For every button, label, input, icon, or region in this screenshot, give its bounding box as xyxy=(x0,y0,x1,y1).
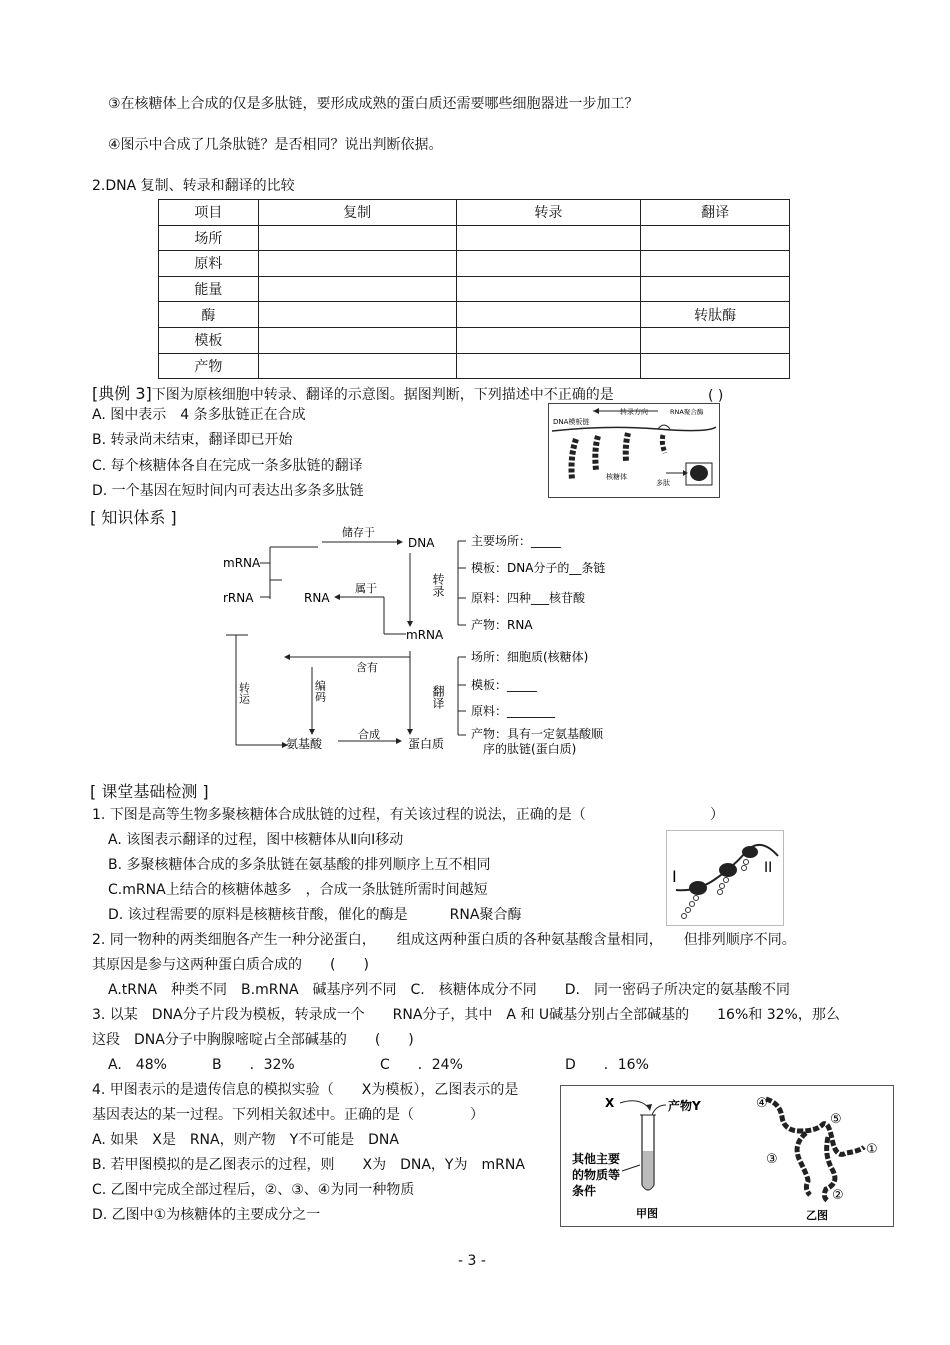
test-q1-option-b: B. 多聚核糖体合成的多条肽链在氨基酸的排列顺序上互不相同 xyxy=(108,857,491,873)
row-label: 场所 xyxy=(159,225,259,251)
fig-a-caption: 甲图 xyxy=(636,1207,658,1220)
test-q3-stem2: 这段 DNA分子中胸腺嘧啶占全部碱基的 ( ) xyxy=(92,1032,414,1048)
test-q1-option-a: A. 该图表示翻译的过程，图中核糖体从Ⅱ向Ⅰ移动 xyxy=(108,832,404,848)
table-cell xyxy=(258,251,456,277)
test-q1-stem: 1. 下图是高等生物多聚核糖体合成肽链的过程，有关该过程的说法，正确的是（ xyxy=(92,807,586,823)
fig-a-y: 产物Y xyxy=(668,1099,701,1113)
translation-product-2: 序的肽链(蛋白质) xyxy=(483,742,577,756)
row-label: 原料 xyxy=(159,251,259,277)
test-q4-option-a: A. 如果 X是 RNA，则产物 Y不可能是 DNA xyxy=(92,1132,399,1148)
fig-b-n3: ③ xyxy=(766,1152,778,1167)
translation-product-1: 产物：具有一定氨基酸顺 xyxy=(471,727,604,741)
node-rna: RNA xyxy=(304,591,330,605)
example3-tag: [典例 3] xyxy=(92,384,152,403)
comparison-table xyxy=(158,199,790,379)
polysome-figure xyxy=(666,830,784,926)
table-cell xyxy=(456,302,641,328)
test-q2-options: A.tRNA 种类不同 B.mRNA 碱基序列不同 C. 核糖体成分不同 D. 同一密码子所决定的氨基酸不同 xyxy=(108,982,790,998)
arrow-contains: 含有 xyxy=(356,661,378,674)
fig-label-ii: II xyxy=(764,860,773,876)
table-cell xyxy=(258,225,456,251)
table-cell xyxy=(456,225,641,251)
test-q3-option-a: A. 48% xyxy=(108,1057,167,1073)
knowledge-heading: [ 知识体系 ] xyxy=(90,508,177,527)
table-cell: 转肽酶 xyxy=(641,302,790,328)
experiment-figures xyxy=(560,1085,894,1227)
row-label: 产物 xyxy=(159,353,259,379)
table-cell xyxy=(258,302,456,328)
test-q4-option-d: D. 乙图中①为核糖体的主要成分之一 xyxy=(92,1207,321,1223)
transcription-site: 主要场所：_____ xyxy=(471,534,562,548)
fig-peptide-label: 多肽 xyxy=(656,479,670,487)
fig-a-x: X xyxy=(605,1096,615,1110)
arrow-stored: 储存于 xyxy=(342,526,375,539)
transcription-translation-figure xyxy=(548,403,720,498)
table-row xyxy=(159,251,790,277)
label-translation: 翻译 xyxy=(431,685,445,709)
test-q2-stem: 2. 同一物种的两类细胞各产生一种分泌蛋白， 组成这两种蛋白质的各种氨基酸含量相同， 但排列顺序不同。 xyxy=(92,932,796,948)
test-q1-close: ） xyxy=(710,807,724,823)
node-amino-acid: 氨基酸 xyxy=(286,737,323,751)
example3-option-b: B. 转录尚未结束，翻译即已开始 xyxy=(92,432,293,448)
test-q4-option-c: C. 乙图中完成全部过程后，②、③、④为同一种物质 xyxy=(92,1182,415,1198)
page-number: - 3 - xyxy=(458,1253,486,1269)
table-cell xyxy=(641,276,790,302)
fig-ribosome-label: 核糖体 xyxy=(606,473,627,481)
header-cell: 翻译 xyxy=(641,200,790,226)
example3-option-d: D. 一个基因在短时间内可表达出多条多肽链 xyxy=(92,483,364,499)
fig-label-i: I xyxy=(672,867,677,886)
table-cell xyxy=(641,327,790,353)
test-q3-option-b: B ．32% xyxy=(212,1057,295,1073)
arrow-belongs: 属于 xyxy=(355,582,377,595)
label-transcription: 转录 xyxy=(431,573,445,597)
header-cell: 复制 xyxy=(258,200,456,226)
example3-option-a: A. 图中表示 4 条多肽链正在合成 xyxy=(92,407,306,423)
fig-b-caption: 乙图 xyxy=(806,1209,828,1222)
test-q4-stem: 4. 甲图表示的是遗传信息的模拟实验（ X为模板），乙图表示的是 xyxy=(92,1082,519,1098)
table-row xyxy=(159,276,790,302)
table-row xyxy=(159,225,790,251)
test-heading: [ 课堂基础检测 ] xyxy=(90,782,209,801)
table-cell xyxy=(456,251,641,277)
fig-b-n4: ④ xyxy=(756,1096,768,1111)
example3-option-c: C. 每个核糖体各自在完成一条多肽链的翻译 xyxy=(92,458,363,474)
table-cell xyxy=(258,353,456,379)
fig-direction-label: 转录方向 xyxy=(620,408,648,416)
test-q1-option-d: D. 该过程需要的原料是核糖核苷酸，催化的酶是 RNA聚合酶 xyxy=(108,907,522,923)
node-mrna-left: mRNA xyxy=(223,556,261,570)
comparison-title: 2.DNA 复制、转录和翻译的比较 xyxy=(92,178,295,194)
node-rrna: rRNA xyxy=(223,591,254,605)
table-cell xyxy=(641,353,790,379)
test-q4-stem2: 基因表达的某一过程。下列相关叙述中。正确的是（ ） xyxy=(92,1107,484,1123)
table-row xyxy=(159,353,790,379)
table-row xyxy=(159,327,790,353)
fig-b-n2: ② xyxy=(832,1188,844,1203)
fig-a-cond1: 其他主要 xyxy=(572,1152,621,1166)
header-cell: 项目 xyxy=(159,200,259,226)
node-protein: 蛋白质 xyxy=(408,737,445,751)
transcription-template: 模板：DNA分子的__条链 xyxy=(471,561,606,575)
test-q4-option-b: B. 若甲图模拟的是乙图表示的过程，则 X为 DNA，Y为 mRNA xyxy=(92,1157,525,1173)
question-3: ③在核糖体上合成的仅是多肽链，要形成成熟的蛋白质还需要哪些细胞器进一步加工？ xyxy=(108,96,639,112)
fig-b-n5: ⑤ xyxy=(830,1112,842,1127)
test-q2-stem2: 其原因是参与这两种蛋白质合成的 ( ) xyxy=(92,957,369,973)
table-cell xyxy=(456,353,641,379)
table-cell xyxy=(258,327,456,353)
arrow-transport: 转运 xyxy=(237,682,251,704)
row-label: 模板 xyxy=(159,327,259,353)
test-q3-option-d: D ．16% xyxy=(565,1057,649,1073)
arrow-encodes: 编码 xyxy=(313,680,327,702)
table-cell xyxy=(641,251,790,277)
test-q3-stem: 3. 以某 DNA分子片段为模板，转录成一个 RNA分子，其中 A 和 U碱基分别占全部碱基的 16%和 32%，那么 xyxy=(92,1007,840,1023)
node-dna: DNA xyxy=(408,536,435,550)
test-q3-option-c: C ．24% xyxy=(380,1057,463,1073)
table-cell xyxy=(641,225,790,251)
translation-material: 原料：________ xyxy=(471,704,556,718)
question-4: ④图示中合成了几条肽链？是否相同？说出判断依据。 xyxy=(108,137,443,153)
table-row xyxy=(159,302,790,328)
transcription-material: 原料：四种___核苷酸 xyxy=(471,591,586,605)
knowledge-diagram xyxy=(200,525,630,765)
example3-paren: ( ) xyxy=(708,388,724,404)
node-mrna-mid: mRNA xyxy=(406,628,444,642)
row-label: 酶 xyxy=(159,302,259,328)
example3-stem xyxy=(92,385,614,404)
translation-site: 场所：细胞质(核糖体) xyxy=(471,650,589,664)
header-cell: 转录 xyxy=(456,200,641,226)
transcription-product: 产物：RNA xyxy=(471,618,533,632)
table-cell xyxy=(456,327,641,353)
table-cell xyxy=(456,276,641,302)
fig-a-cond2: 的物质等 xyxy=(572,1168,621,1182)
arrow-synth: 合成 xyxy=(358,728,380,741)
row-label: 能量 xyxy=(159,276,259,302)
translation-template: 模板：_____ xyxy=(471,678,538,692)
fig-a-cond3: 条件 xyxy=(572,1184,597,1198)
fig-polymerase-label: RNA聚合酶 xyxy=(670,408,704,416)
table-header-row xyxy=(159,200,790,226)
fig-dna-label: DNA模板链 xyxy=(553,418,590,426)
fig-b-n1: ① xyxy=(866,1142,878,1157)
example3-text: 下图为原核细胞中转录、翻译的示意图。据图判断，下列描述中不正确的是 xyxy=(151,387,614,403)
test-q1-option-c: C.mRNA上结合的核糖体越多 ，合成一条肽链所需时间越短 xyxy=(108,882,488,898)
table-cell xyxy=(258,276,456,302)
